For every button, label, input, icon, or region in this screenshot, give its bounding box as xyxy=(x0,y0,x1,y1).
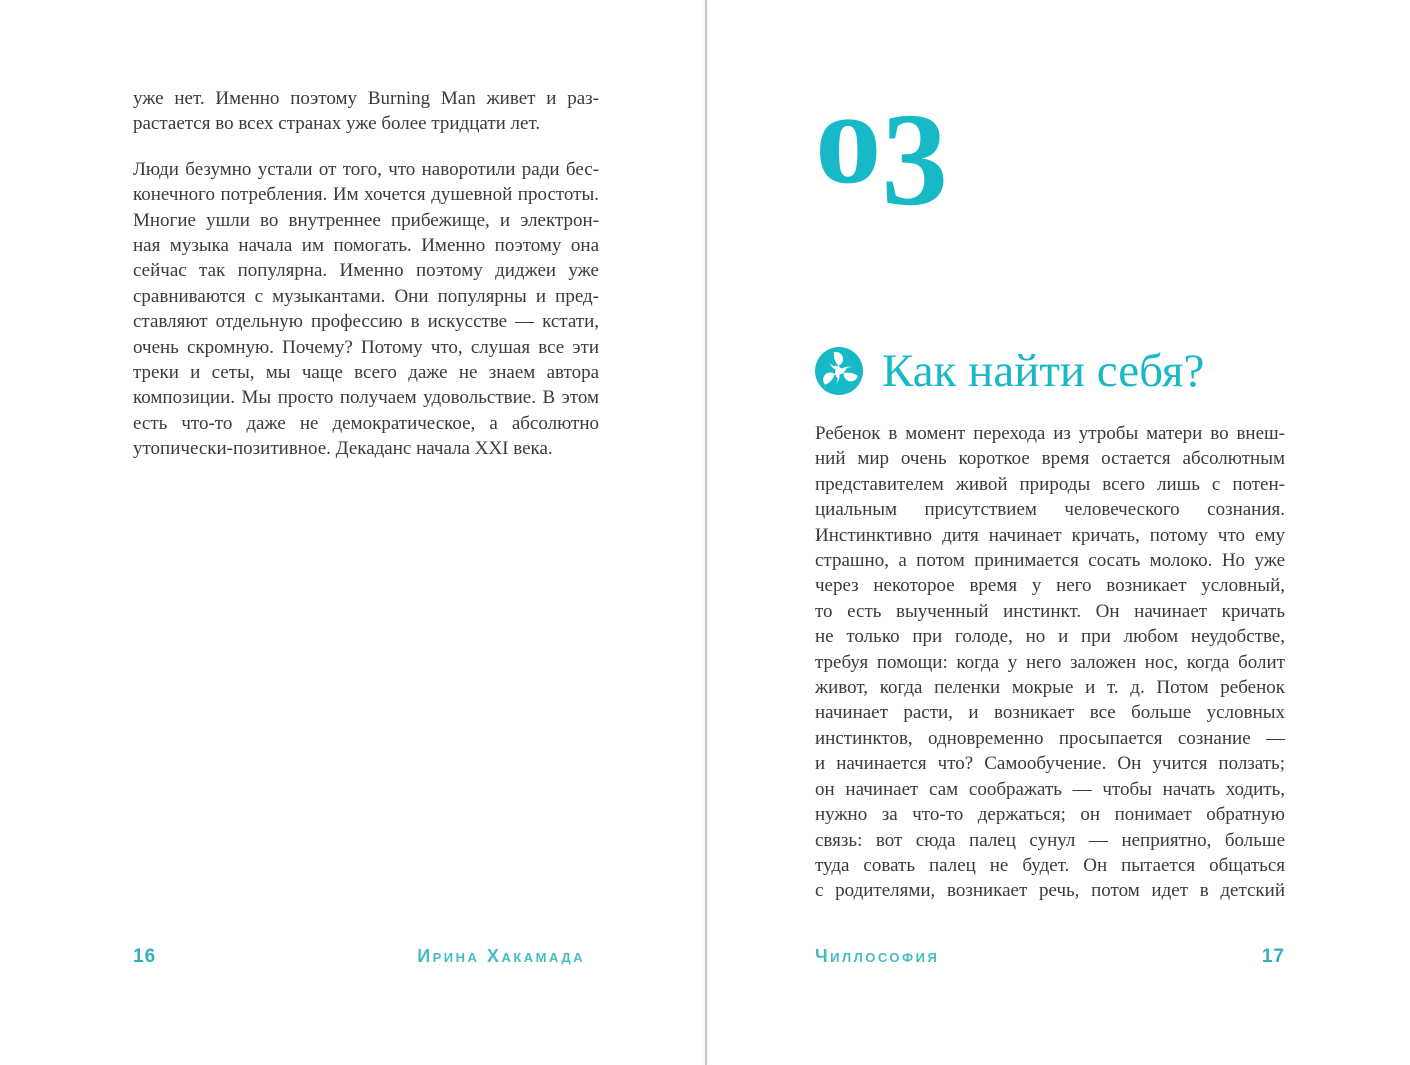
chapter-heading xyxy=(815,347,1204,395)
chapter-number: o3 xyxy=(815,63,948,233)
text-line: начинает расти, и возникает все больше условных xyxy=(815,702,1285,724)
text-line: уже нет. Именно поэтому Burning Man живет и раз- xyxy=(133,88,599,109)
text-line: с родителями, возникает речь, потом идет в детский xyxy=(815,880,1285,902)
text-line: сейчас так популярна. Именно поэтому диджеи уже xyxy=(133,260,599,282)
text-line: представителем живой природы всего лишь с потен- xyxy=(815,473,1285,495)
text-line: сравниваются с музыкантами. Они популярны и пред- xyxy=(133,285,599,307)
text-line: он начинает сам соображать — чтобы начать ходить, xyxy=(815,778,1285,800)
running-footer-book-title: Чиллософия xyxy=(815,946,940,966)
text-line: нужно за что-то держаться; он понимает обратную xyxy=(815,804,1285,826)
text-line: растается во всех странах уже более тридцати лет. xyxy=(133,113,541,135)
text-line: ная музыка начала им помогать. Именно поэтому она xyxy=(133,235,599,257)
text-line: инстинктов, одновременно просыпается сознание — xyxy=(815,727,1285,749)
text-line: и начинается что? Самообучение. Он учится ползать; xyxy=(815,753,1285,775)
text-line: живот, когда пеленки мокрые и т. д. Потом ребенок xyxy=(815,677,1285,699)
text-line: то есть выученный инстинкт. Он начинает кричать xyxy=(815,600,1285,622)
text-line: Многие ушли во внутреннее прибежище, и электрон- xyxy=(133,209,599,231)
text-line: треки и сеты, мы чаще всего даже не знаем автора xyxy=(133,362,599,384)
text-line: циальным присутствием человеческого сознания. xyxy=(815,499,1285,521)
chapter-title: Как найти себя? xyxy=(882,345,1205,397)
mitsudomoe-icon xyxy=(815,347,863,395)
text-line: Люди безумно устали от того, что наворотили ради бес- xyxy=(133,158,599,180)
running-footer-author: Ирина Хакамада xyxy=(417,946,585,966)
text-line: через некоторое время у него возникает условный, xyxy=(815,575,1285,597)
text-line: туда совать палец не будет. Он пытается общаться xyxy=(815,854,1285,876)
text-line: композиции. Мы просто получаем удовольствие. В этом xyxy=(133,387,599,409)
text-line: Ребенок в момент перехода из утробы матери во внеш- xyxy=(815,423,1285,444)
text-line: очень скромную. Почему? Потому что, слушая все эти xyxy=(133,336,599,358)
page-number-left: 16 xyxy=(133,946,157,967)
right-page-footer xyxy=(815,946,1285,968)
text-line: требуя помощи: когда у него заложен нос, когда болит xyxy=(815,651,1285,673)
paragraph xyxy=(815,421,1285,904)
text-line: не только при голоде, но и при любом неудобстве, xyxy=(815,626,1285,648)
text-line: ний мир очень короткое время остается абсолютным xyxy=(815,448,1285,470)
page-number-right: 17 xyxy=(1261,946,1285,967)
text-line: связь: вот сюда палец сунул — неприятно, больше xyxy=(815,829,1285,851)
text-line: утопически-позитивное. Декаданс начала XXI века. xyxy=(133,438,553,460)
text-line: Инстинктивно дитя начинает кричать, потому что ему xyxy=(815,524,1285,546)
right-page-text xyxy=(815,421,1285,904)
text-line: ставляют отдельную профессию в искусстве — кстати, xyxy=(133,311,599,333)
text-line: конечного потребления. Им хочется душевной простоты. xyxy=(133,184,599,206)
text-line: есть что-то даже не демократическое, а абсолютно xyxy=(133,412,599,434)
text-line: страшно, а потом принимается сосать молоко. Но уже xyxy=(815,550,1285,572)
